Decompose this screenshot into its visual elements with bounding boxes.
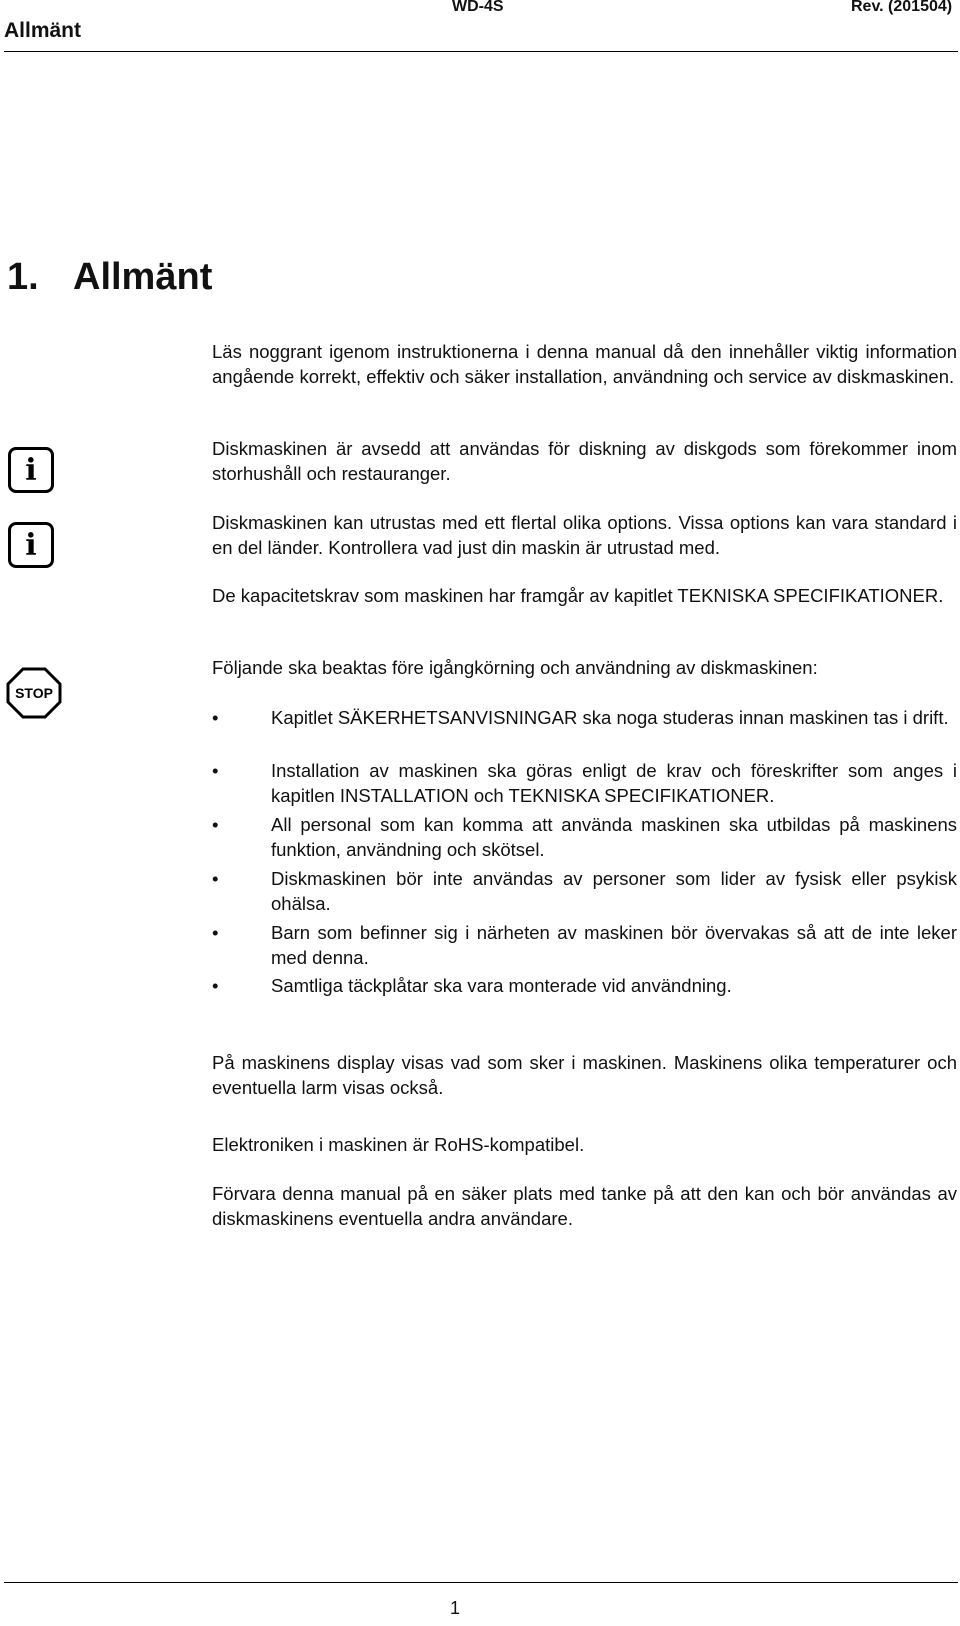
info-icon-glyph: i (25, 452, 37, 488)
list-item-text: All personal som kan komma att använda maskinen ska utbildas på maskinens funktion, användning och skötsel. (271, 814, 957, 860)
list-item-text: Installation av maskinen ska göras enligt de krav och föreskrifter som anges i kapitlen INSTALLATION och TEKNISKA SPECIFIKATIONER. (271, 760, 957, 806)
header-revision: Rev. (201504) (851, 0, 953, 15)
storage-paragraph: Förvara denna manual på en säker plats med tanke på att den kan och bör användas av diskmaskinens eventuella andra användare. (212, 1183, 957, 1229)
header-section-title: Allmänt (4, 19, 82, 42)
bullet-marker: • (212, 814, 219, 835)
before-start-paragraph: Följande ska beaktas före igångkörning och användning av diskmaskinen: (212, 657, 818, 678)
header-model: WD-4S (452, 0, 504, 15)
rohs-paragraph: Elektroniken i maskinen är RoHS-kompatibel. (212, 1134, 585, 1155)
footer-divider (4, 1582, 958, 1583)
bullet-marker: • (212, 868, 219, 889)
list-item (212, 973, 957, 998)
display-paragraph: På maskinens display visas vad som sker i maskinen. Maskinens olika temperaturer och eventuella larm visas också. (212, 1052, 957, 1098)
bullet-marker: • (212, 760, 219, 781)
page-number: 1 (450, 1598, 461, 1618)
intro-paragraph: Läs noggrant igenom instruktionerna i denna manual då den innehåller viktig information angående korrekt, effektiv och säker installation, användning och service av diskmaskinen. (212, 341, 957, 387)
bullet-marker: • (212, 975, 219, 996)
intended-use-paragraph: Diskmaskinen är avsedd att användas för diskning av diskgods som förekommer inom storhushåll och restauranger. (212, 438, 957, 484)
list-item (212, 866, 957, 916)
list-item-text: Diskmaskinen bör inte användas av personer som lider av fysisk eller psykisk ohälsa. (271, 868, 957, 914)
list-item (212, 812, 957, 862)
list-item-text: Kapitlet SÄKERHETSANVISNINGAR ska noga studeras innan maskinen tas i drift. (271, 707, 949, 728)
chapter-title: Allmänt (73, 256, 213, 298)
list-item (212, 705, 957, 730)
chapter-heading (7, 255, 212, 299)
bullet-marker: • (212, 707, 219, 728)
info-icon-glyph: i (25, 527, 37, 563)
stop-sign-icon (6, 667, 62, 719)
info-icon (8, 522, 54, 568)
header-divider (4, 51, 958, 52)
list-item-text: Barn som befinner sig i närheten av maskinen bör övervakas så att de inte leker med denna. (271, 922, 957, 968)
list-item (212, 920, 957, 970)
list-item (212, 758, 957, 808)
options-paragraph: Diskmaskinen kan utrustas med ett flertal olika options. Vissa options kan vara standard i en del länder. Kontrollera vad just din maskin är utrustad med. (212, 512, 957, 558)
capacity-paragraph: De kapacitetskrav som maskinen har framgår av kapitlet TEKNISKA SPECIFIKATIONER. (212, 585, 944, 606)
stop-sign-label: STOP (15, 685, 53, 701)
chapter-number: 1. (7, 256, 39, 298)
list-item-text: Samtliga täckplåtar ska vara monterade vid användning. (271, 975, 732, 996)
info-icon (8, 447, 54, 493)
bullet-marker: • (212, 922, 219, 943)
